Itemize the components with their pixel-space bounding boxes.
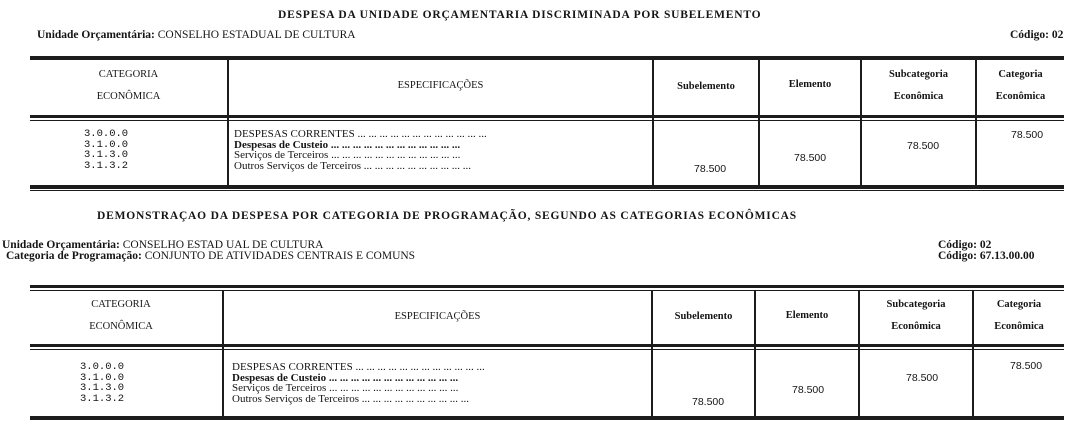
spec-cell: Despesas de Custeio ... ... ... ... ... ... ... ... ... ... ... ... bbox=[234, 138, 461, 151]
spec-cell: DESPESAS CORRENTES ... ... ... ... ... ... ... ... ... ... ... ... bbox=[232, 361, 485, 373]
specs-column bbox=[232, 362, 485, 404]
code-cell: 3.1.0.0 bbox=[84, 138, 129, 151]
header-especificacoes: ESPECIFICAÇÕES bbox=[394, 311, 481, 322]
value-subcategoria: 78.500 bbox=[906, 372, 939, 384]
spec-cell: Serviços de Terceiros ... ... ... ... ... ... ... ... ... ... ... ... bbox=[234, 149, 461, 162]
section-1-title: DESPESA DA UNIDADE ORÇAMENTARIA DISCRIMINADA POR SUBELEMENTO bbox=[278, 9, 762, 21]
value-categoria: 78.500 bbox=[1011, 129, 1044, 141]
code-cell: 3.1.3.2 bbox=[80, 392, 125, 405]
spec-cell: Outros Serviços de Terceiros ... ... ... ... ... ... ... ... ... ... bbox=[234, 159, 472, 172]
section-1-unit bbox=[37, 29, 356, 41]
code-label: Código: bbox=[1010, 29, 1049, 41]
header-subcategoria: Subcategoria Econômica bbox=[889, 69, 948, 102]
value-subcategoria: 78.500 bbox=[907, 140, 940, 152]
value-categoria: 78.500 bbox=[1010, 360, 1043, 372]
section-1-code bbox=[1010, 29, 1063, 41]
code-cell: 3.1.3.0 bbox=[80, 382, 125, 395]
section-2-title: DEMONSTRAÇAO DA DESPESA POR CATEGORIA DE PROGRAMAÇÃO, SEGUNDO AS CATEGORIAS ECONÔMICAS bbox=[97, 210, 797, 222]
program-label: Categoria de Programação: bbox=[6, 250, 142, 262]
header-categoria: Categoria Econômica bbox=[994, 299, 1044, 332]
code-cell: 3.0.0.0 bbox=[84, 128, 129, 140]
header-elemento: Elemento bbox=[788, 79, 832, 90]
value-elemento: 78.500 bbox=[792, 384, 825, 396]
value-elemento: 78.500 bbox=[794, 152, 827, 164]
header-subelemento: Subelemento bbox=[677, 81, 735, 92]
code-cell: 3.0.0.0 bbox=[80, 361, 125, 373]
codes-column bbox=[84, 129, 128, 171]
spec-cell: Serviços de Terceiros ... ... ... ... ... ... ... ... ... ... ... ... bbox=[232, 382, 459, 395]
header-subcategoria: Subcategoria Econômica bbox=[886, 299, 946, 332]
header-especificacoes: ESPECIFICAÇÕES bbox=[397, 80, 484, 91]
section-2-unit bbox=[2, 240, 415, 262]
code-cell: 3.1.3.0 bbox=[84, 149, 129, 162]
header-categoria-economica: CATEGORIA ECONÔMICA bbox=[96, 69, 161, 102]
specs-column bbox=[234, 129, 487, 171]
code-cell: 3.1.0.0 bbox=[80, 371, 125, 384]
header-categoria-economica: CATEGORIA ECONÔMICA bbox=[89, 299, 153, 332]
unit-value: CONSELHO ESTADUAL DE CULTURA bbox=[157, 29, 356, 41]
header-elemento: Elemento bbox=[785, 310, 829, 321]
header-categoria: Categoria Econômica bbox=[995, 69, 1046, 102]
section-2-codes: Código: 02 Código: 67.13.00.00 bbox=[938, 239, 1035, 262]
code-value: 02 bbox=[1051, 29, 1064, 41]
value-subelemento: 78.500 bbox=[692, 396, 725, 408]
program-value: CONJUNTO DE ATIVIDADES CENTRAIS E COMUNS bbox=[144, 250, 416, 262]
value-subelemento: 78.500 bbox=[694, 163, 727, 175]
code-cell: 3.1.3.2 bbox=[84, 159, 129, 172]
header-subelemento: Subelemento bbox=[674, 311, 733, 322]
unit-value: CONSELHO ESTAD UAL DE CULTURA bbox=[122, 239, 324, 251]
unit-label: Unidade Orçamentária: bbox=[37, 29, 155, 41]
unit-label: Unidade Orçamentária: bbox=[2, 239, 120, 251]
codes-column bbox=[80, 362, 124, 404]
spec-cell: DESPESAS CORRENTES ... ... ... ... ... ... ... ... ... ... ... ... bbox=[234, 128, 487, 140]
spec-cell: Outros Serviços de Terceiros ... ... ... ... ... ... ... ... ... ... bbox=[232, 392, 470, 405]
spec-cell: Despesas de Custeio ... ... ... ... ... ... ... ... ... ... ... ... bbox=[232, 371, 459, 384]
